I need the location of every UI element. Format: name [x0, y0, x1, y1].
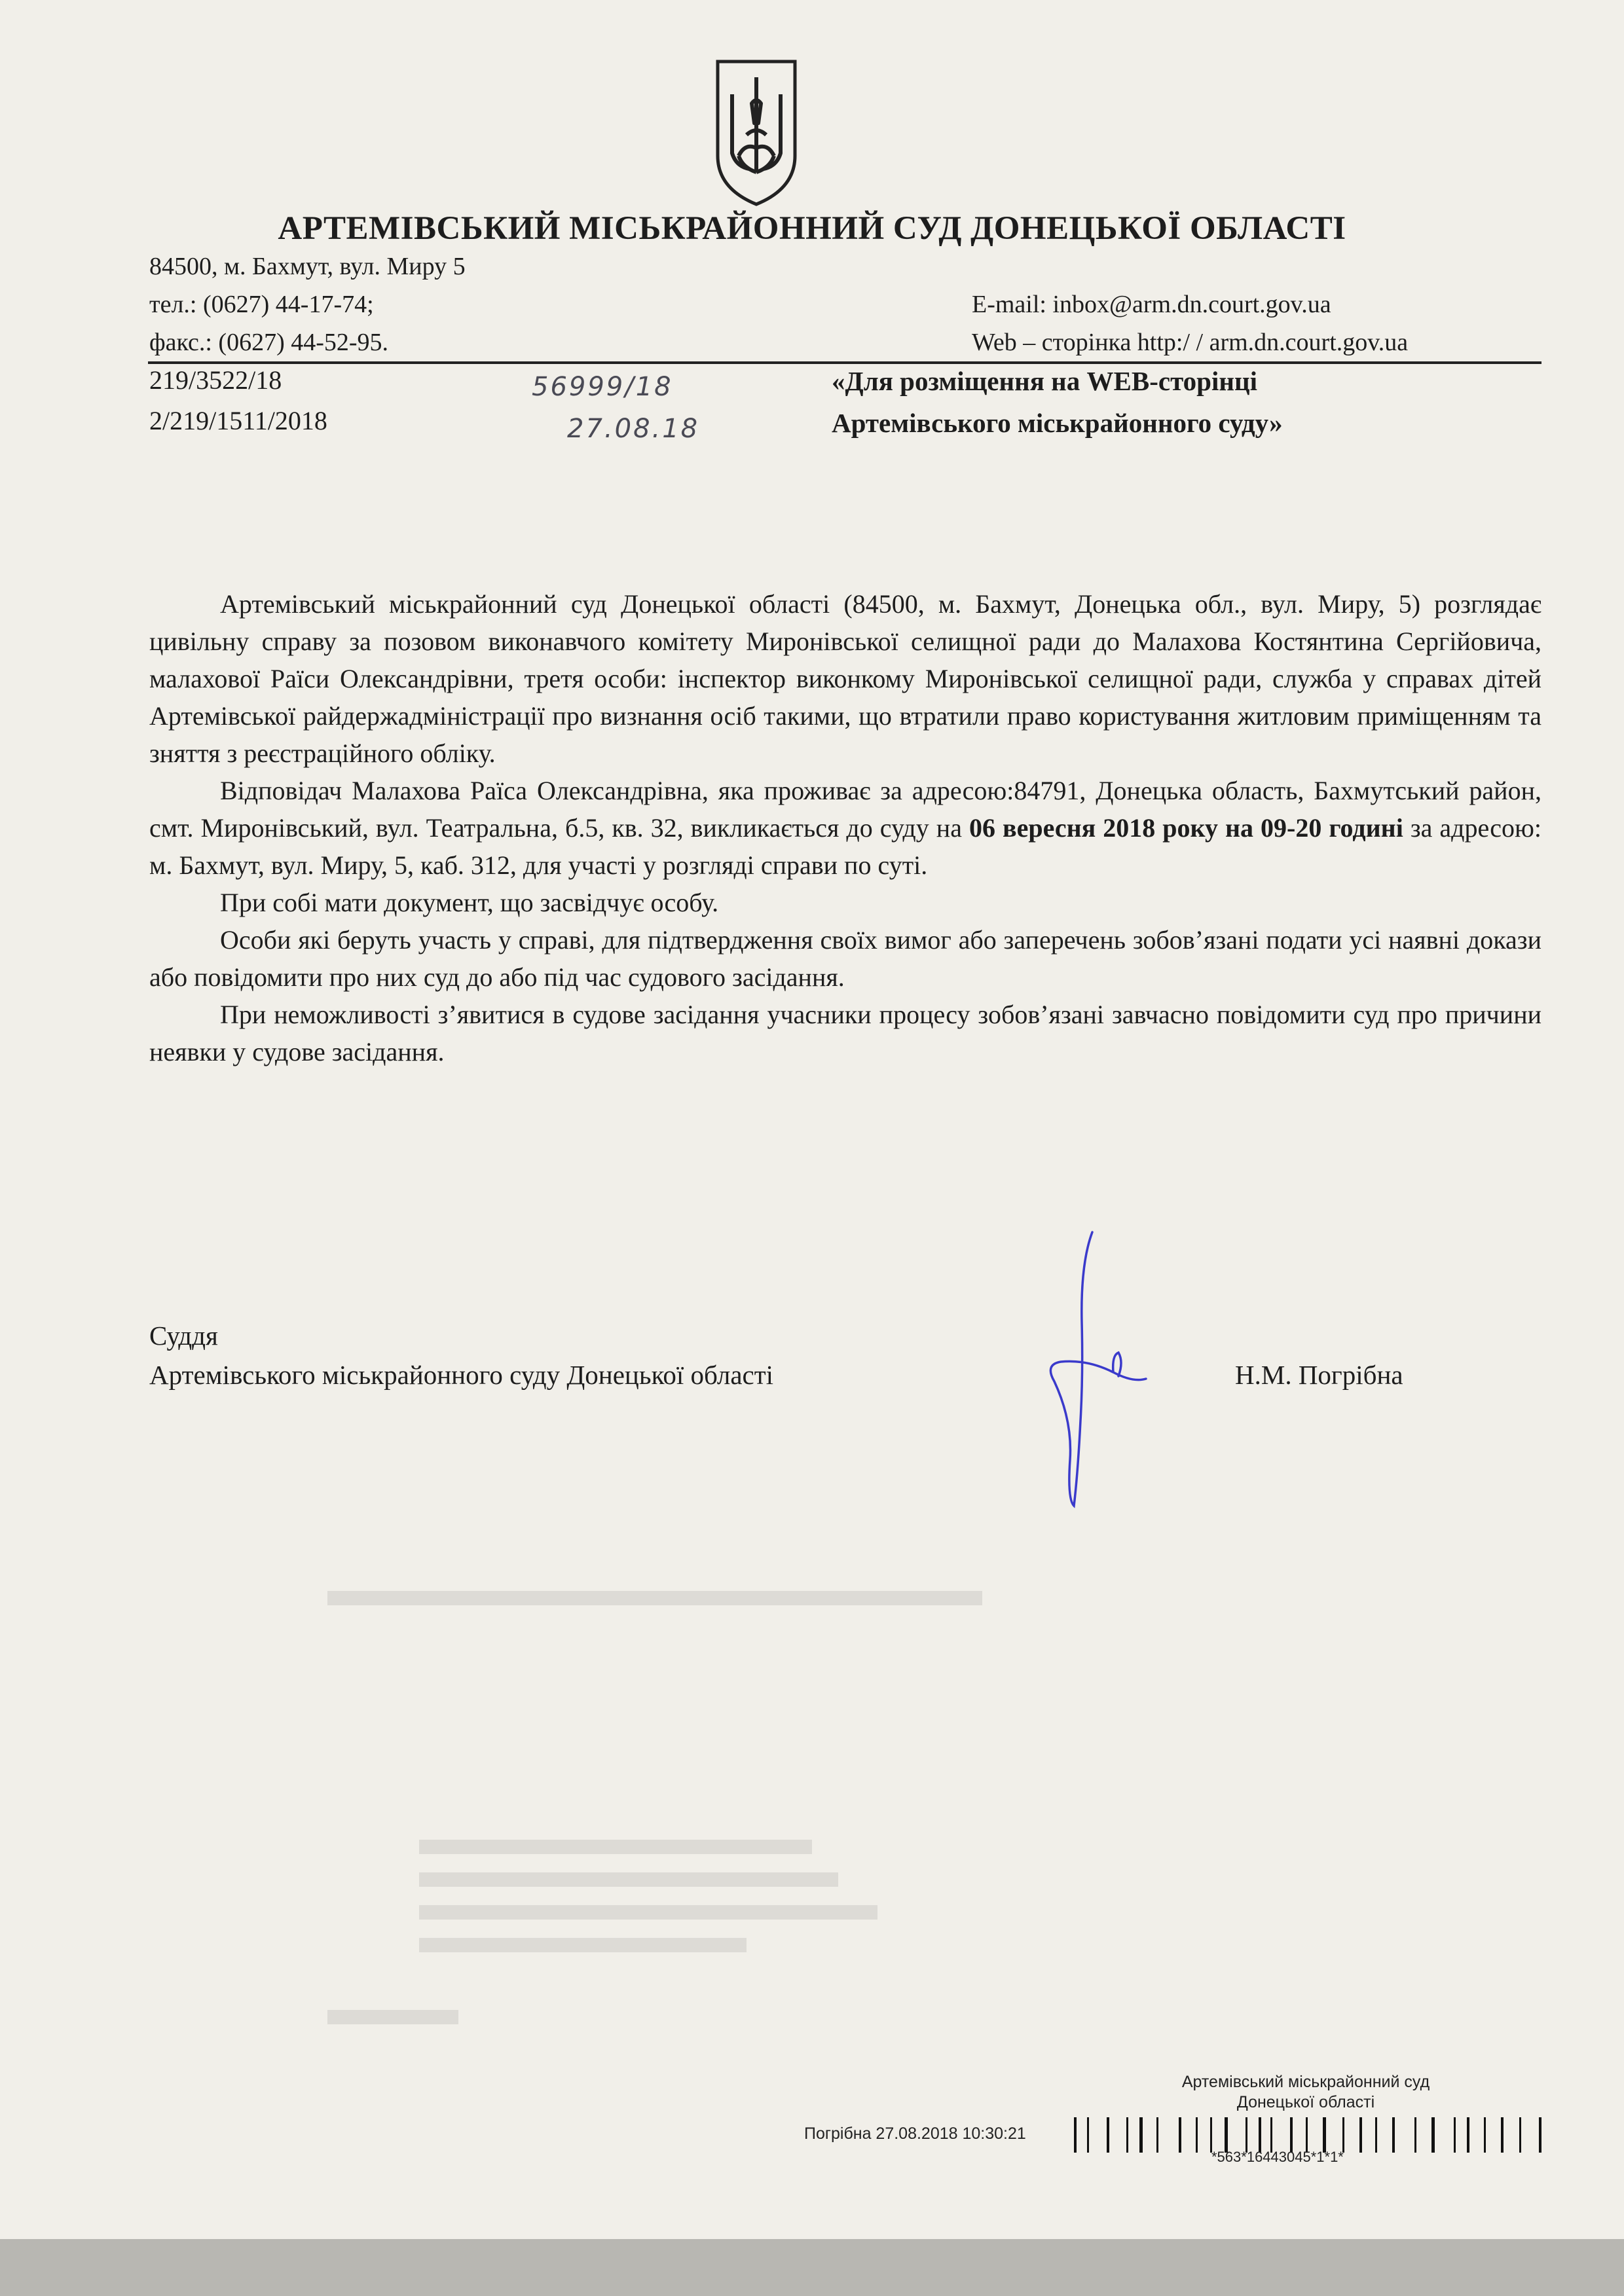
body-paragraph-summons: [149, 772, 1541, 884]
court-address: 84500, м. Бахмут, вул. Миру 5: [149, 253, 466, 280]
summons-text-start: Відповідач Малахова Раїса Олександрівна, яка проживає за адресою:84791, Донецька область, Бахмутський район, смт. Миронівський, вул. Театральна, б.5, кв. 32, викликається до суду на: [149, 776, 1541, 843]
document-barcode: [1074, 2117, 1545, 2153]
judge-block: [149, 1316, 773, 1394]
barcode-number: *563*16443045*1*1*: [1211, 2149, 1344, 2165]
purpose-line-2: Артемівського міськрайонного суду»: [832, 408, 1283, 438]
purpose-line-1: «Для розміщення на WEB-сторінці: [832, 366, 1257, 396]
registration-stamp-meta: Погрібна 27.08.2018 10:30:21: [804, 2124, 1026, 2143]
case-number: 219/3522/18: [149, 365, 282, 395]
body-paragraph-id: При собі мати документ, що засвідчує особу.: [220, 888, 719, 917]
court-website: Web – сторінка http:/ / arm.dn.court.gov.ua: [972, 329, 1409, 356]
registration-stamp-court: [1142, 2072, 1469, 2113]
body-paragraph-case: Артемівський міськрайонний суд Донецької області (84500, м. Бахмут, Донецька обл., вул. Миру, 5) розглядає цивільну справу за позовом виконавчого комітету Миронівської селищної ради до Малахова Костянтина Сергійовича, малахової Раїси Олександрівни, третя особи: інспектор виконкому Миронівської селищної ради, служба у справах дітей Артемівської райдержадміністрації про визнання осіб такими, що втратили право користування житловим приміщенням та зняття з реєстраційного обліку.: [149, 589, 1541, 768]
summons-text-end: за адресою: м. Бахмут, вул. Миру, 5, каб. 312, для участі у розгляді справи по суті.: [149, 813, 1541, 880]
handwritten-signature: [1041, 1224, 1153, 1512]
handwritten-registration-number: 56999/18: [532, 372, 673, 402]
handwritten-registration-date: 27.08.18: [567, 414, 700, 444]
stamp-court-line-2: Донецької області: [1236, 2093, 1375, 2111]
proceeding-number: 2/219/1511/2018: [149, 406, 327, 435]
notice-body: [149, 585, 1541, 1070]
court-phone: тел.: (0627) 44-17-74;: [149, 291, 374, 318]
judge-name: Н.М. Погрібна: [1235, 1360, 1403, 1390]
hearing-date-time: 06 вересня 2018 року на 09-20 годині: [969, 813, 1403, 843]
document-purpose: [832, 360, 1283, 444]
judge-title: Суддя: [149, 1321, 218, 1351]
body-paragraph-absence: При неможливості з’явитися в судове засідання учасники процесу зобов’язані завчасно повідомити суд про причини неявки у судове засідання.: [149, 1000, 1541, 1066]
stamp-court-line-1: Артемівський міськрайонний суд: [1181, 2073, 1430, 2091]
body-paragraph-evidence: Особи які беруть участь у справі, для підтвердження своїх вимог або заперечень зобов’язані подати усі наявні докази або повідомити про них суд до або під час судового засідання.: [149, 925, 1541, 992]
court-address-block: [149, 247, 466, 361]
coat-of-arms-icon: [712, 58, 800, 207]
court-name: АРТЕМІВСЬКИЙ МІСЬКРАЙОННИЙ СУД ДОНЕЦЬКОЇ ОБЛАСТІ: [278, 210, 1346, 247]
scan-border: [0, 2239, 1624, 2296]
judge-court: Артемівського міськрайонного суду Донецької області: [149, 1360, 774, 1390]
court-fax: факс.: (0627) 44-52-95.: [149, 329, 389, 356]
court-contact-block: [972, 285, 1408, 361]
case-references: [149, 360, 327, 441]
court-email: E-mail: inbox@arm.dn.court.gov.ua: [972, 291, 1331, 318]
reverse-side-bleed-through: [327, 1591, 1244, 2115]
